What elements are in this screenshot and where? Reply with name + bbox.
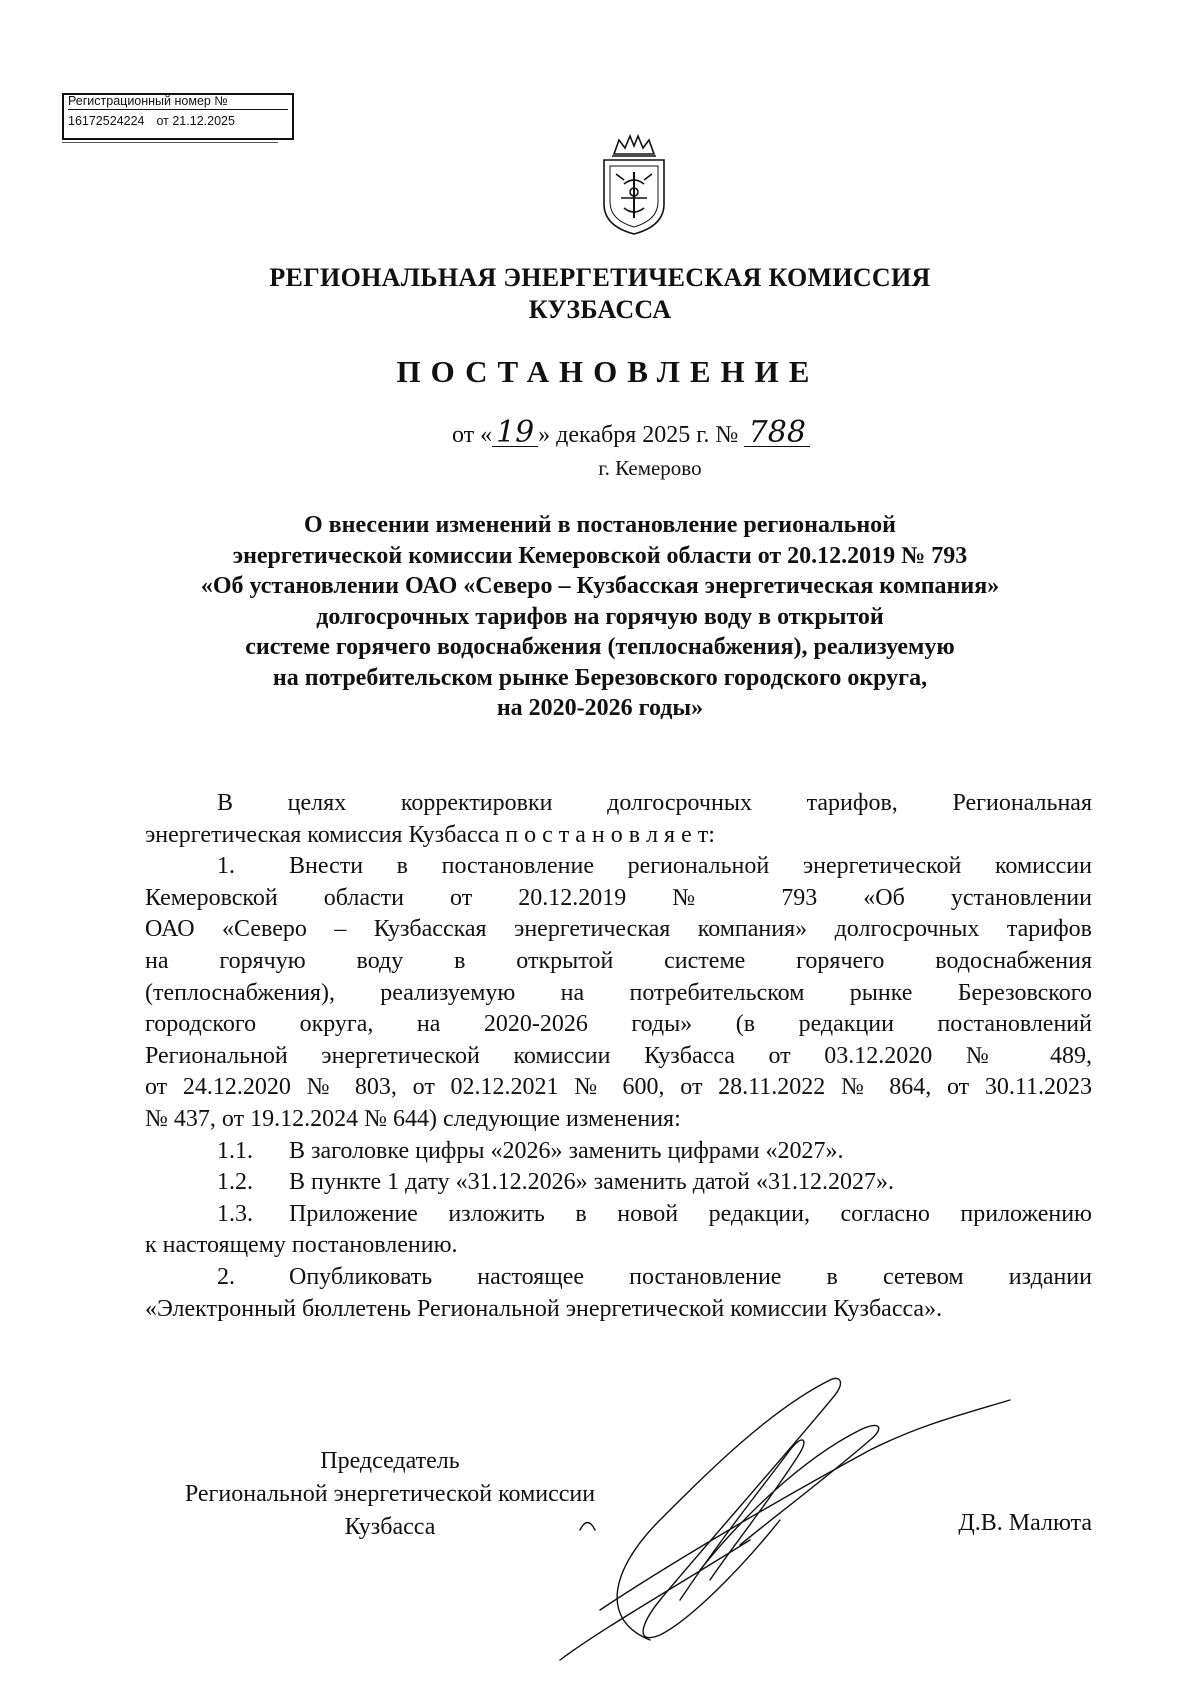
subject-line: на потребительском рынке Березовского городского округа, (272, 664, 928, 691)
item-1-line: городского округа, на 2020-2026 годы» (в редакции постановлений (145, 1011, 1092, 1038)
subject-line: долгосрочных тарифов на горячую воду в открытой (316, 603, 884, 630)
document-body (145, 788, 1092, 1325)
intro-line: энергетическая комиссия Кузбасса п о с т а н о в л я е т: (145, 821, 715, 848)
item-2-line: «Электронный бюллетень Региональной энергетической комиссии Кузбасса». (145, 1295, 943, 1322)
item-number: 1. (217, 853, 235, 880)
item-1-line: № 437, от 19.12.2024 № 644) следующие изменения: (145, 1105, 681, 1132)
item-1-line: Региональной энергетической комиссии Кузбасса от 03.12.2020 № 489, (145, 1042, 1092, 1069)
document-subject (0, 510, 1200, 724)
item-1-line: на горячую воду в открытой системе горячего водоснабжения (145, 947, 1092, 974)
item-1-3-line: к настоящему постановлению. (145, 1232, 458, 1259)
registration-number: 16172524224 (68, 114, 145, 128)
document-type: ПОСТАНОВЛЕНИЕ (396, 354, 820, 389)
signer-title-line1: Председатель (320, 1448, 460, 1474)
intro-line: В целях корректировки долгосрочных тарифов, Региональная (217, 790, 1092, 816)
item-1-2: 1.2. В пункте 1 дату «31.12.2026» заменить датой «31.12.2027». (145, 1167, 1092, 1199)
registration-label: Регистрационный номер № (68, 95, 288, 110)
item-2: 2. Опубликовать настоящее постановление в сетевом издании (145, 1262, 1092, 1294)
subject-line: О внесении изменений в постановление региональной (304, 512, 896, 538)
item-number: 2. (217, 1263, 235, 1290)
handwritten-day: 19 (492, 420, 538, 447)
registration-stamp (62, 93, 294, 140)
item-1-first-line: 1. Внести в постановление региональной энергетической комиссии (145, 851, 1092, 883)
organization-title-line1: РЕГИОНАЛЬНАЯ ЭНЕРГЕТИЧЕСКАЯ КОМИССИЯ (269, 263, 931, 292)
item-number: 1.1. (217, 1137, 253, 1164)
date-middle: » декабря 2025 г. № (538, 422, 739, 448)
item-1-line: Кемеровской области от 20.12.2019 № 793 «Об установлении (145, 884, 1092, 911)
city: г. Кемерово (598, 456, 702, 480)
subject-line: на 2020-2026 годы» (496, 695, 704, 721)
kuzbass-coat-of-arms-icon (594, 134, 674, 238)
item-number: 1.3. (217, 1200, 253, 1227)
signer-title-line2: Региональной энергетической комиссии (184, 1481, 596, 1507)
date-line (452, 415, 810, 450)
signer-name: Д.В. Малюта (958, 1510, 1092, 1536)
subject-line: «Об установлении ОАО «Северо – Кузбасская энергетическая компания» (200, 573, 1000, 599)
organization-title (0, 262, 1200, 326)
subject-line: системе горячего водоснабжения (теплоснабжения), реализуемую (245, 634, 955, 660)
signer-title-line3: Кузбасса (344, 1514, 436, 1540)
item-1-line: от 24.12.2020 № 803, от 02.12.2021 № 600, от 28.11.2022 № 864, от 30.11.2023 (145, 1074, 1092, 1101)
date-prefix: от « (452, 422, 493, 448)
stamp-underline (62, 142, 278, 143)
item-1-line: ОАО «Северо – Кузбасская энергетическая компания» долгосрочных тарифов (145, 916, 1092, 943)
registration-details (68, 110, 288, 132)
subject-line: энергетической комиссии Кемеровской области от 20.12.2019 № 793 (232, 542, 968, 569)
item-1-1: 1.1. В заголовке цифры «2026» заменить цифрами «2027». (145, 1136, 1092, 1168)
item-1-line: (теплоснабжения), реализуемую на потребительском рынке Березовского (145, 979, 1092, 1006)
organization-title-line2: КУЗБАССА (528, 295, 672, 324)
item-number: 1.2. (217, 1169, 253, 1196)
handwritten-document-number: 788 (744, 420, 810, 447)
registration-date: от 21.12.2025 (156, 114, 235, 128)
item-1-3: 1.3. Приложение изложить в новой редакции, согласно приложению (145, 1199, 1092, 1231)
